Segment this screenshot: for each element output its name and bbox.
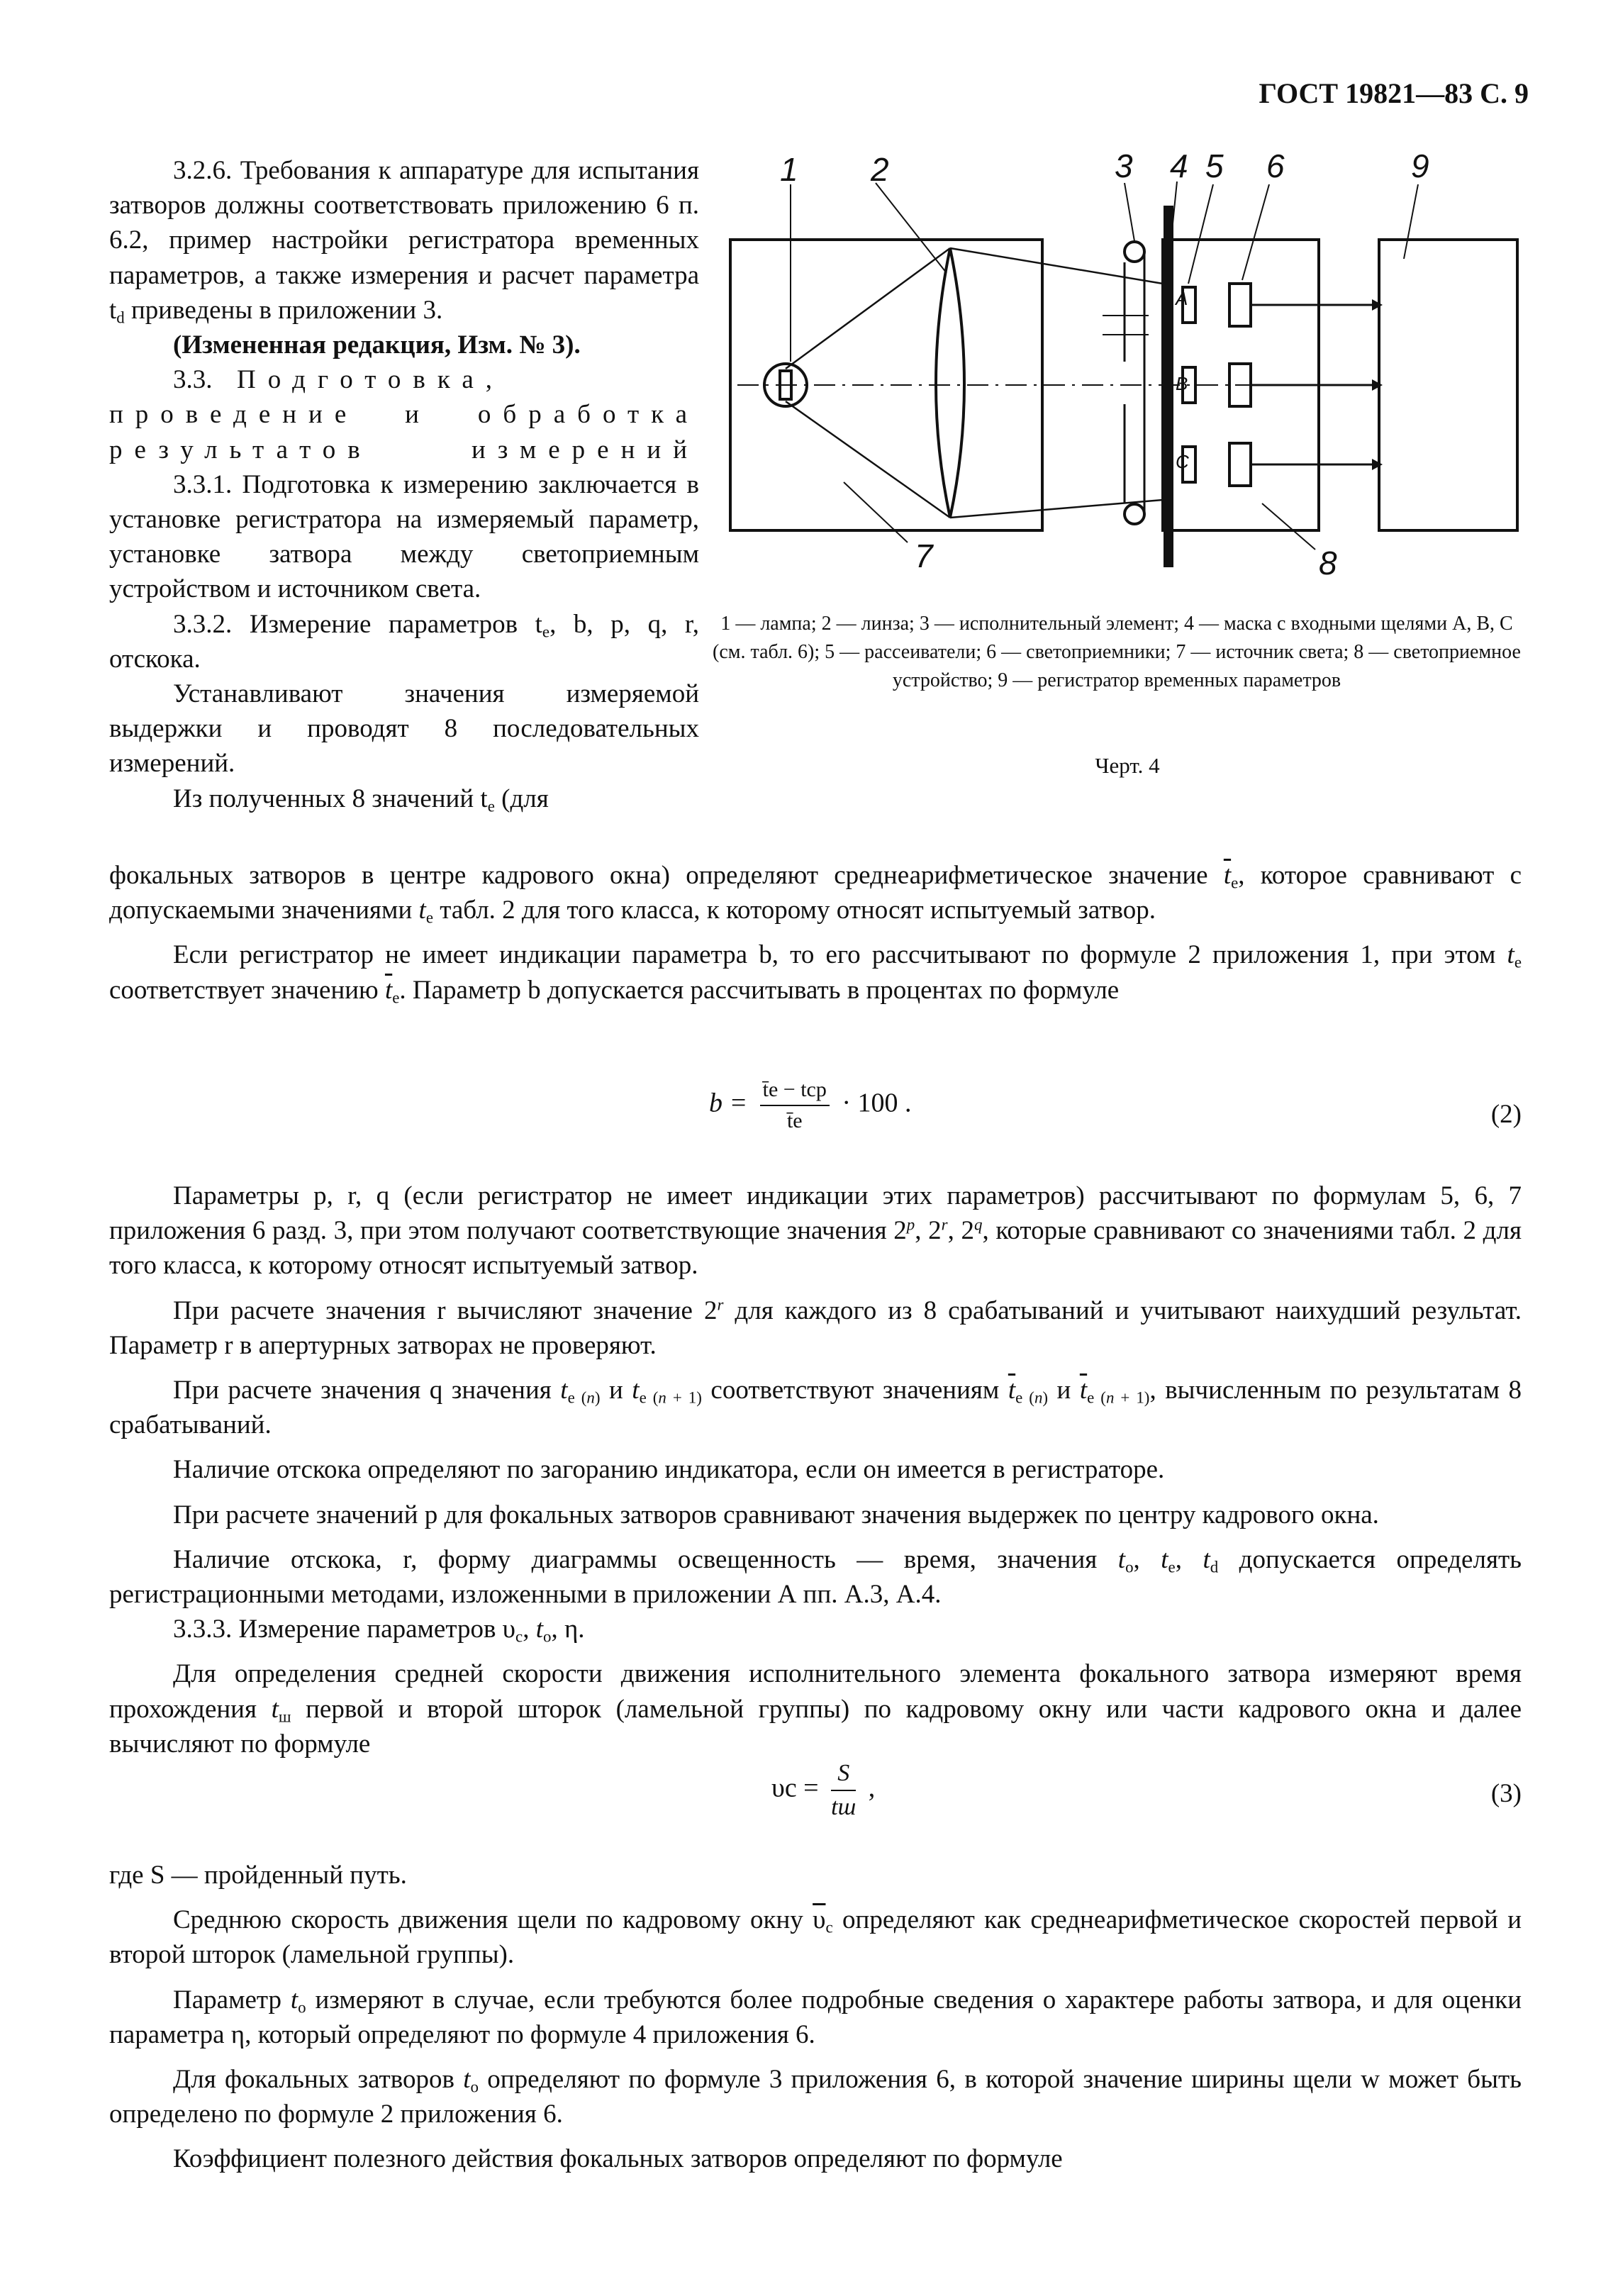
paragraph-registration: Наличие отскока, r, форму диаграммы освещенность — время, значения $t_o$, $t_e$, $t_d$ допускается определять регистрационными методами, изложенными в приложении А пп. А.3, А.4. xyxy=(109,1544,1522,1610)
paragraph-3-3-3: 3.3.3. Измерение параметров $\upsilon_c$, $t_o$, η. xyxy=(173,1615,585,1646)
paragraph-efficiency: Коэффициент полезного действия фокальных затворов определяют по формуле xyxy=(173,2144,1063,2174)
figure-caption: Черт. 4 xyxy=(1095,753,1160,778)
slit-label-c: C xyxy=(1176,451,1189,472)
label-1: 1 xyxy=(780,151,798,188)
label-7: 7 xyxy=(915,537,933,574)
label-6: 6 xyxy=(1266,149,1285,184)
figure-legend: 1 — лампа; 2 — линза; 3 — исполнительный элемент; 4 — маска с входными щелями A, B, C (см. табл. 6); 5 — рассеиватели; 6 — светоприемники; 7 — источник света; 8 — светоприемное устройство; 9 — регистратор временных параметров xyxy=(713,613,1521,691)
formula-2-number: (2) xyxy=(1490,1100,1522,1129)
paragraph-speed: Для определения средней скорости движения исполнительного элемента фокального затвора измеряют время прохождения $t_ш$ первой и второй шторок (ламельной группы) по кадровому окну или части кадрового окна и далее вычисляют по формуле xyxy=(109,1659,1522,1759)
paragraph-from-values: Из полученных 8 значений $t_e$ (для xyxy=(173,784,549,815)
section-3-3-heading: 3.3. xyxy=(173,365,213,395)
left-column xyxy=(109,153,699,816)
paragraph-r: При расчете значения r вычисляют значение 2$^r$ для каждого из 8 срабатываний и учитывают наихудший результат. Параметр r в апертурных затворах не проверяют. xyxy=(109,1295,1522,1360)
slit-label-b: B xyxy=(1176,373,1188,394)
paragraph-focal: Для фокальных затворов $t_o$ определяют по формуле 3 приложения 6, в которой значение ширины щели w может быть определено по формуле 2 приложения 6. xyxy=(109,2065,1522,2129)
slit-label-a: A xyxy=(1176,288,1188,309)
formula-3: υс = $\frac{S}{tш}$ , xyxy=(771,1760,876,1820)
paragraph-3-2-6: 3.2.6. Требования к аппаратуре для испытания затворов должны соответствовать приложению 6 п. 6.2, пример настройки регистратора временных параметров, а также измерения и расчет параметра $t_d$ приведены в приложении 3. xyxy=(109,156,699,327)
paragraph-q: При расчете значения q значения $t_{e (n)}$ и $t_{e (n + 1)}$ соответствуют значениям $\overline{t}_{e (n)}$ и $\overline{t}_{e (n + 1)}$, вычисленным по результатам 8 срабатываний. xyxy=(109,1376,1522,1440)
label-8: 8 xyxy=(1319,545,1337,581)
label-4: 4 xyxy=(1170,149,1188,184)
schematic-figure xyxy=(709,149,1531,581)
page-header: ГОСТ 19821—83 С. 9 xyxy=(1259,77,1529,109)
mask-bar xyxy=(1164,206,1173,567)
paragraph-3-3-1: 3.3.1. Подготовка к измерению заключается в установке регистратора на измеряемый параметр, установке затвора между светоприемным устройством и источником света. xyxy=(109,469,699,604)
label-3: 3 xyxy=(1115,149,1133,184)
paragraph-t0: Параметр $t_o$ измеряют в случае, если требуются более подробные сведения о характере работы затвора, и для оценки параметра η, который определяют по формуле 4 приложения 6. xyxy=(109,1985,1522,2049)
body-block-3 xyxy=(109,1858,1522,2177)
body-block-2 xyxy=(109,1178,1522,1761)
paragraph-set-values: Устанавливают значения измеряемой выдержки и проводят 8 последовательных измерений. xyxy=(109,679,699,779)
paragraph-b: Если регистратор не имеет индикации параметра b, то его рассчитывают по формуле 2 приложения 1, при этом $t_e$ соответствует значению $\overline{t}_e$. Параметр b допускается рассчитывать в процентах по формуле xyxy=(109,940,1522,1007)
formula-2: b = $\frac{\text{t̄e − tср}}{t̄e}$ · 100 . xyxy=(709,1078,912,1132)
label-5: 5 xyxy=(1205,149,1224,184)
label-2: 2 xyxy=(871,151,889,188)
edit-note: (Измененная редакция, Изм. № 3). xyxy=(173,330,581,360)
paragraph-avg-speed: Среднюю скорость движения щели по кадровому окну $\overline{\upsilon}_c$ определяют как среднеарифметическое скоростей первой и второй шторок (ламельной группы). xyxy=(109,1905,1522,1970)
paragraph-where: где S — пройденный путь. xyxy=(109,1861,407,1890)
body-block-1 xyxy=(109,858,1522,1008)
paragraph-from-values-cont: фокальных затворов в центре кадрового окна) определяют среднеарифметическое значение $\overline{t}_e$, которое сравнивают с допускаемыми значениями $t_e$ табл. 2 для того класса, к которому относят испытуемый затвор. xyxy=(109,861,1522,927)
paragraph-p: При расчете значений p для фокальных затворов сравнивают значения выдержек по центру кадрового окна. xyxy=(173,1500,1379,1529)
section-3-3-title: Подготовка, проведение и обработка результатов измерений xyxy=(109,365,699,464)
label-9: 9 xyxy=(1411,149,1429,184)
paragraph-otskok: Наличие отскока определяют по загоранию индикатора, если он имеется в регистраторе. xyxy=(173,1455,1165,1485)
paragraph-3-3-2: 3.3.2. Измерение параметров $t_e$, b, p, q, r, отскока. xyxy=(109,609,699,674)
paragraph-prq: Параметры p, r, q (если регистратор не имеет индикации этих параметров) рассчитывают по формулам 5, 6, 7 приложения 6 разд. 3, при этом получают соответствующие значения 2$^p$, 2$^r$, 2$^q$, которые сравнивают со значениями табл. 2 для того класса, к которому относят испытуемый затвор. xyxy=(109,1181,1522,1281)
formula-3-number: (3) xyxy=(1490,1779,1522,1808)
